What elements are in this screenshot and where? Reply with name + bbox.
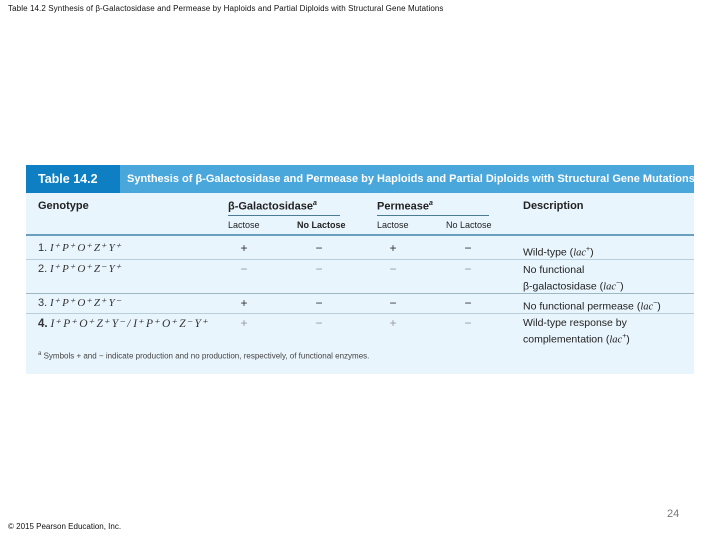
perm-no-lactose-row-3: −	[464, 296, 472, 310]
footnote-marker: a	[429, 200, 433, 207]
bgal-no-lactose-row-2: −	[315, 262, 323, 276]
genotype-row-3	[38, 296, 121, 309]
header-genotype: Genotype	[38, 200, 89, 212]
footnote-text: Symbols + and − indicate production and no production, respectively, of functional enzymes.	[41, 351, 370, 361]
subheader-bgal-no-lactose: No Lactose	[297, 220, 346, 230]
header-description: Description	[523, 200, 584, 212]
header-underline-permease	[377, 215, 489, 216]
footnote-marker: a	[312, 200, 317, 207]
bgal-no-lactose-row-4: −	[315, 316, 323, 330]
footnote-marker: a	[38, 351, 42, 357]
description-text: No functional permease (	[523, 300, 641, 313]
table-figure	[26, 165, 694, 374]
header-underline-bgal	[228, 215, 340, 216]
genotype-text: I⁺ P⁺ O⁺ Z⁻ Y⁺	[49, 263, 121, 275]
row-divider	[26, 313, 694, 314]
description-text: Wild-type response by	[523, 317, 627, 329]
header-divider	[26, 234, 694, 236]
header-permease-label: Permease	[377, 200, 429, 213]
row-divider	[26, 259, 694, 260]
lac-superscript: +	[622, 333, 627, 340]
bgal-no-lactose-row-1: −	[315, 241, 323, 255]
description-text-line2: complementation (	[523, 333, 610, 346]
subheader-bgal-lactose: Lactose	[228, 220, 260, 230]
description-row-4	[523, 317, 630, 347]
description-text: Wild-type (	[523, 246, 574, 259]
description-end: )	[626, 333, 630, 346]
table-title: Synthesis of β-Galactosidase and Permease by Haploids and Partial Diploids with Structural Gene Mutations	[127, 173, 695, 185]
header-beta-galactosidase	[228, 200, 317, 213]
page-number: 24	[667, 508, 680, 520]
bgal-lactose-row-3: +	[240, 296, 248, 310]
table-footnote	[38, 351, 369, 361]
description-row-3	[523, 297, 661, 314]
lac-label: lac	[603, 281, 616, 293]
header-permease	[377, 200, 433, 213]
bgal-lactose-row-1: +	[240, 241, 248, 255]
row-number: 1.	[38, 242, 48, 254]
description-row-2	[523, 264, 624, 294]
bgal-no-lactose-row-3: −	[315, 296, 323, 310]
perm-lactose-row-1: +	[389, 241, 397, 255]
perm-lactose-row-4: +	[389, 316, 397, 330]
genotype-row-1	[38, 241, 121, 254]
bgal-lactose-row-2: −	[240, 262, 248, 276]
perm-lactose-row-2: −	[389, 262, 397, 276]
subheader-perm-lactose: Lactose	[377, 220, 409, 230]
perm-no-lactose-row-1: −	[464, 241, 472, 255]
lac-label: lac	[609, 334, 623, 346]
table-number: Table 14.2	[26, 165, 120, 193]
description-end: )	[657, 300, 661, 313]
row-number: 3.	[38, 297, 48, 309]
genotype-row-2	[38, 262, 121, 275]
table-title-bar	[26, 165, 694, 193]
row-number: 2.	[38, 263, 48, 275]
perm-no-lactose-row-2: −	[464, 262, 472, 276]
bgal-lactose-row-4: +	[240, 316, 248, 330]
slide-title: Table 14.2 Synthesis of β-Galactosidase and Permease by Haploids and Partial Diploids with Structural Gene Mutations	[8, 4, 444, 13]
perm-lactose-row-3: −	[389, 296, 397, 310]
perm-no-lactose-row-4: −	[464, 316, 472, 330]
lac-superscript: +	[586, 246, 591, 253]
genotype-row-4	[38, 316, 207, 330]
row-divider	[26, 293, 694, 294]
genotype-text: I⁺ P⁺ O⁺ Z⁺ Y⁻ / I⁺ P⁺ O⁺ Z⁻ Y⁺	[50, 318, 208, 330]
genotype-text: I⁺ P⁺ O⁺ Z⁺ Y⁻	[49, 297, 121, 309]
description-end: )	[620, 280, 624, 293]
genotype-text: I⁺ P⁺ O⁺ Z⁺ Y⁺	[49, 242, 121, 254]
description-end: )	[590, 246, 594, 259]
description-text-line2: β-galactosidase (	[523, 280, 604, 293]
lac-label: lac	[640, 301, 654, 313]
lac-label: lac	[573, 247, 587, 259]
description-row-1	[523, 243, 594, 260]
lac-superscript: −	[616, 280, 621, 287]
row-number: 4.	[38, 318, 48, 330]
lac-superscript: −	[653, 300, 658, 307]
description-text: No functional	[523, 264, 585, 276]
header-beta-galactosidase-label: β-Galactosidase	[228, 200, 313, 213]
subheader-perm-no-lactose: No Lactose	[446, 220, 492, 230]
copyright: © 2015 Pearson Education, Inc.	[8, 522, 122, 531]
